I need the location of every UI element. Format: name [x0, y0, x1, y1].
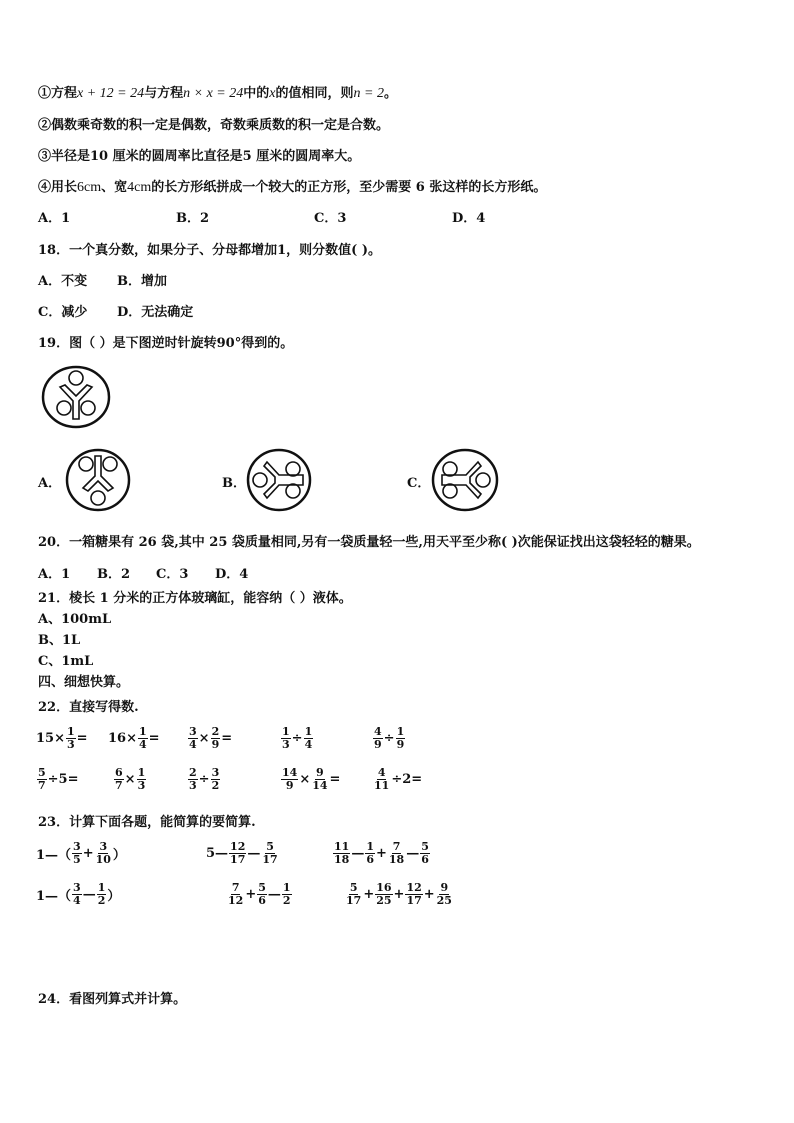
q18-option-d[interactable]: D．无法确定: [117, 305, 194, 320]
q17-statement-2: ②偶数乘奇数的积一定是偶数，奇数乘质数的积一定是合数。: [38, 118, 390, 133]
q17-option-c[interactable]: C．3: [314, 211, 347, 226]
q22-r1-expr-5: $\frac{4}{9}$ ÷ $\frac{1}{9}$: [374, 725, 405, 751]
q19-original-figure: [40, 365, 112, 429]
q23-stem: 23．计算下面各题，能简算的要简算.: [38, 815, 256, 830]
q18-stem: 18．一个真分数，如果分子、分母都增加1，则分数值( )。: [38, 243, 381, 258]
q19-option-c-label[interactable]: C．: [407, 476, 431, 491]
q17-statement-1: ①方程x + 12 = 24与方程n × x = 24中的x的值相同，则n = 2。: [38, 86, 397, 101]
q17-option-d[interactable]: D．4: [452, 211, 486, 226]
q21-stem: 21．棱长 1 分米的正方体玻璃缸，能容纳（ ）液体。: [38, 591, 352, 606]
q22-r2-expr-3: $\frac{2}{3}$ ÷ $\frac{3}{2}$: [189, 766, 220, 792]
q19-option-c-figure[interactable]: [430, 448, 500, 512]
q19-option-b-figure[interactable]: [245, 448, 313, 512]
q22-r2-expr-1: $\frac{5}{7}$ ÷5=: [38, 766, 79, 792]
q21-option-c[interactable]: C、1mL: [38, 654, 94, 669]
q23-r1-expr-2: 5— $\frac{12}{17}$ — $\frac{5}{17}$: [206, 840, 278, 866]
q20-option-a[interactable]: A．1: [38, 567, 71, 582]
q22-r2-expr-2: $\frac{6}{7}$ × $\frac{1}{3}$: [115, 766, 146, 792]
q17-option-a[interactable]: A．1: [38, 211, 71, 226]
q19-option-b-label[interactable]: B．: [222, 476, 246, 491]
q20-option-b[interactable]: B．2: [97, 567, 131, 582]
q20-option-c[interactable]: C．3: [156, 567, 189, 582]
q18-option-c[interactable]: C．减少: [38, 305, 88, 320]
q22-stem: 22．直接写得数.: [38, 700, 139, 715]
q22-r2-expr-5: $\frac{4}{11}$ ÷2=: [374, 766, 423, 792]
q18-option-b[interactable]: B．增加: [117, 274, 167, 289]
q21-option-b[interactable]: B、1L: [38, 633, 81, 648]
section-4-title: 四、细想快算。: [38, 675, 130, 690]
q17-option-b[interactable]: B．2: [176, 211, 210, 226]
q20-stem: 20．一箱糖果有 26 袋,其中 25 袋质量相同,另有一袋质量轻一些,用天平至少称( )次能保证找出这袋轻轻的糖果。: [38, 535, 700, 550]
q23-r2-expr-3: $\frac{5}{17}$ + $\frac{16}{25}$ + $\frac{12}{17}$ + $\frac{9}{25}$: [346, 881, 452, 907]
q17-statement-4: ④用长6cm、宽4cm的长方形纸拼成一个较大的正方形，至少需要 6 张这样的长方形纸。: [38, 180, 547, 195]
q22-r1-expr-3: $\frac{3}{4}$ × $\frac{2}{9}$ =: [189, 725, 233, 751]
q21-option-a[interactable]: A、100mL: [38, 612, 112, 627]
q23-r1-expr-3: $\frac{11}{18}$ — $\frac{1}{6}$ + $\frac{7}{18}$ — $\frac{5}{6}$: [334, 840, 429, 866]
q22-r2-expr-4: $\frac{14}{9}$ × $\frac{9}{14}$ =: [282, 766, 341, 792]
q23-r2-expr-2: $\frac{7}{12}$ + $\frac{5}{6}$ — $\frac{1}{2}$: [228, 881, 291, 907]
q22-r1-expr-4: $\frac{1}{3}$ ÷ $\frac{1}{4}$: [282, 725, 313, 751]
q22-r1-expr-1: 15× $\frac{1}{3}$ =: [36, 725, 88, 751]
q22-r1-expr-2: 16× $\frac{1}{4}$ =: [108, 725, 160, 751]
q19-option-a-label[interactable]: A．: [38, 476, 62, 491]
q19-stem: 19．图（ ）是下图逆时针旋转90°得到的。: [38, 336, 294, 351]
q23-r1-expr-1: 1—（ $\frac{3}{5}$ + $\frac{3}{10}$ ）: [36, 840, 126, 866]
q20-option-d[interactable]: D．4: [215, 567, 249, 582]
q17-statement-3: ③半径是10 厘米的圆周率比直径是5 厘米的圆周率大。: [38, 149, 361, 164]
q19-option-a-figure[interactable]: [64, 448, 132, 512]
q24-stem: 24．看图列算式并计算。: [38, 992, 187, 1007]
q23-r2-expr-1: 1—（ $\frac{3}{4}$ — $\frac{1}{2}$ ）: [36, 881, 121, 907]
q18-option-a[interactable]: A．不变: [38, 274, 88, 289]
